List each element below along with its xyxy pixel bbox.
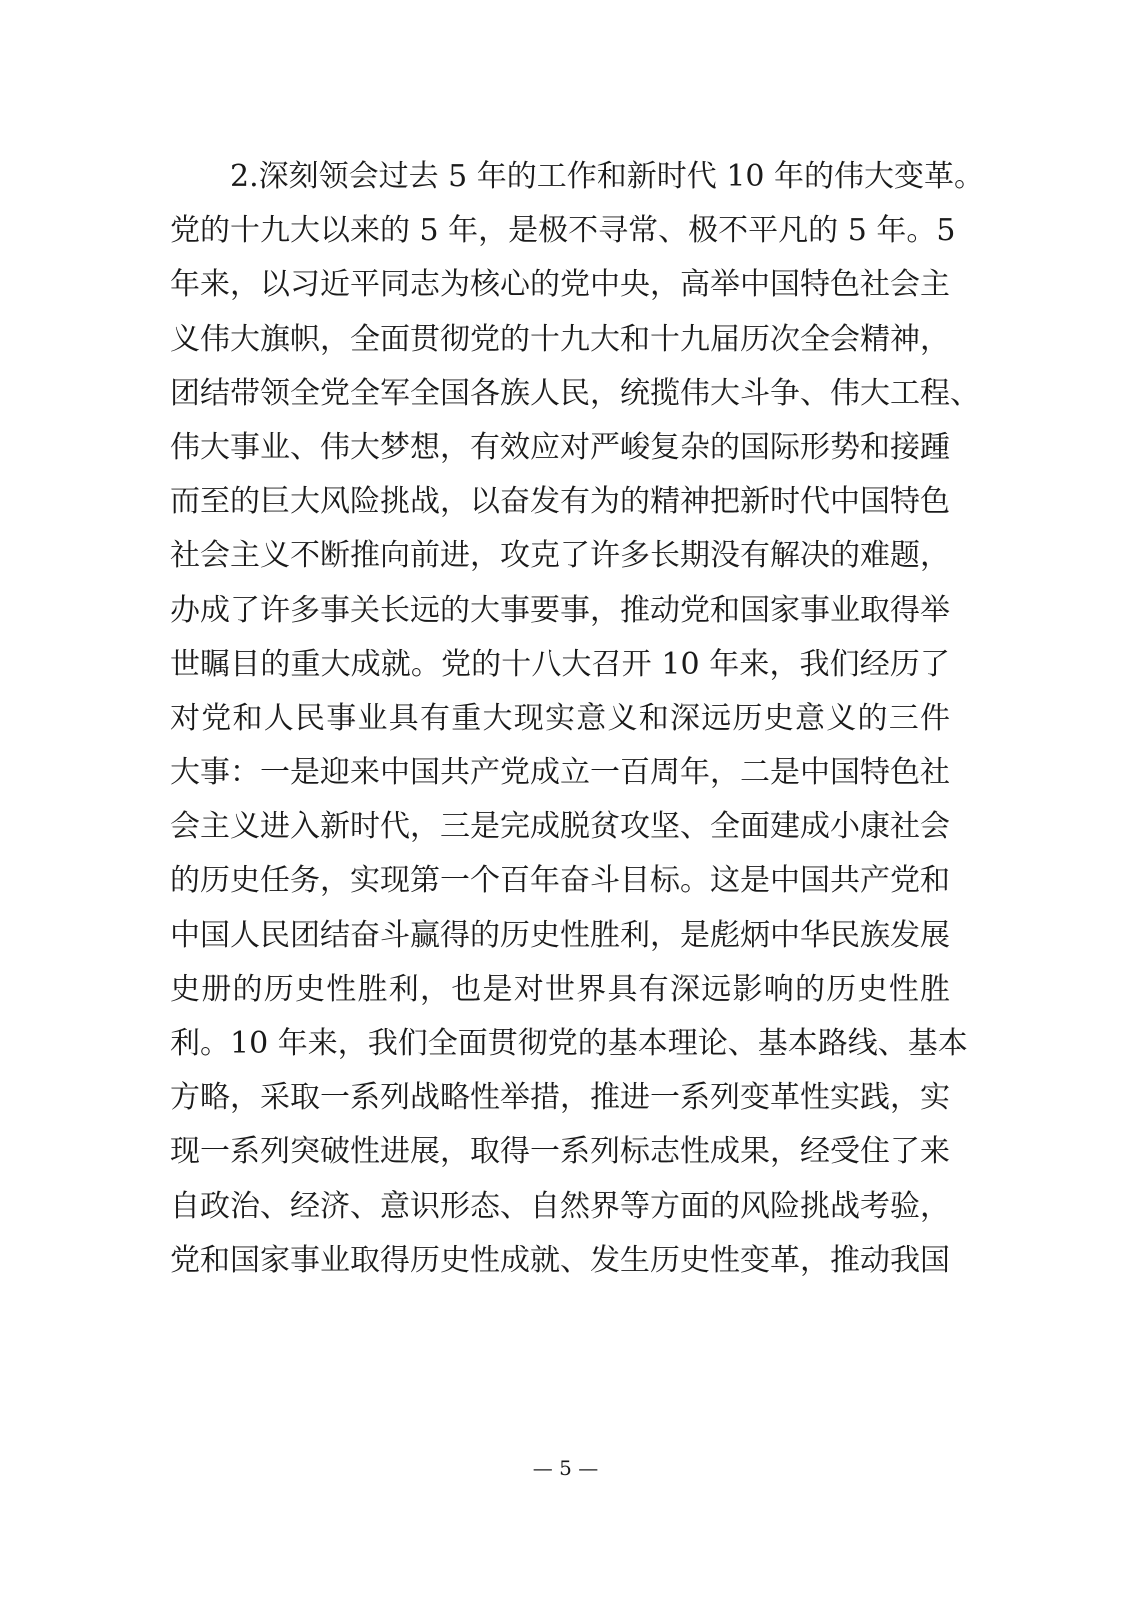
- page-number: — 5 —: [532, 1456, 599, 1480]
- text-line: 党的十九大以来的 5 年，是极不寻常、极不平凡的 5 年。5: [170, 213, 956, 249]
- text-line: 团结带领全党全军全国各族人民，统揽伟大斗争、伟大工程、: [170, 375, 980, 411]
- text-line: 对党和人民事业具有重大现实意义和深远历史意义的三件: [170, 700, 950, 736]
- body-paragraph: [170, 150, 985, 1288]
- text-line: 利。10 年来，我们全面贯彻党的基本理论、基本路线、基本: [170, 1026, 968, 1061]
- text-line: 而至的巨大风险挑战，以奋发有为的精神把新时代中国特色: [170, 484, 950, 520]
- text-line: 会主义进入新时代，三是完成脱贫攻坚、全面建成小康社会: [170, 809, 950, 845]
- text-line: 世瞩目的重大成就。党的十八大召开 10 年来，我们经历了: [170, 646, 950, 682]
- text-line: 现一系列突破性进展，取得一系列标志性成果，经受住了来: [170, 1134, 950, 1170]
- text-line: 自政治、经济、意识形态、自然界等方面的风险挑战考验，: [170, 1188, 950, 1224]
- text-line: 2.深刻领会过去 5 年的工作和新时代 10 年的伟大变革。: [230, 159, 985, 194]
- text-line: 大事：一是迎来中国共产党成立一百周年，二是中国特色社: [170, 755, 950, 791]
- text-line: 党和国家事业取得历史性成就、发生历史性变革，推动我国: [170, 1242, 950, 1278]
- text-line: 办成了许多事关长远的大事要事，推动党和国家事业取得举: [170, 592, 950, 628]
- text-line: 伟大事业、伟大梦想，有效应对严峻复杂的国际形势和接踵: [170, 429, 950, 465]
- text-line: 中国人民团结奋斗赢得的历史性胜利，是彪炳中华民族发展: [170, 917, 950, 953]
- text-line: 的历史任务，实现第一个百年奋斗目标。这是中国共产党和: [170, 863, 950, 899]
- text-line: 义伟大旗帜，全面贯彻党的十九大和十九届历次全会精神，: [170, 321, 950, 357]
- text-line: 社会主义不断推向前进，攻克了许多长期没有解决的难题，: [170, 538, 950, 574]
- text-line: 方略，采取一系列战略性举措，推进一系列变革性实践，实: [170, 1080, 950, 1116]
- text-line: 年来，以习近平同志为核心的党中央，高举中国特色社会主: [170, 267, 950, 303]
- text-line: 史册的历史性胜利，也是对世界具有深远影响的历史性胜: [170, 971, 950, 1007]
